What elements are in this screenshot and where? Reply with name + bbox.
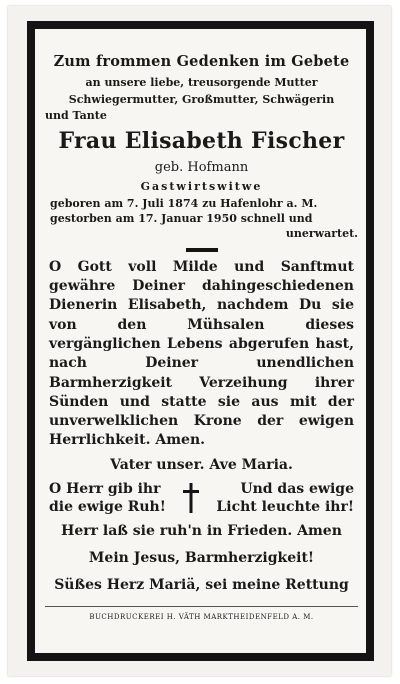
maiden-name: geb. Hofmann [154,160,249,176]
black-border-frame [27,21,374,661]
verse-right-line-1: Und das ewige [240,480,354,497]
verse-left-line-2: die ewige Ruh! [49,499,166,516]
card-header: Zum frommen Gedenken im Gebete [53,53,350,70]
verse-right [216,480,354,518]
footer-rule [45,606,358,607]
dedication-line-1: an unsere liebe, treusorgende Mutter [85,76,318,90]
dedication-line-3: und Tante [45,108,107,122]
life-dates [45,197,358,242]
occupation: Gastwirtswitwe [140,179,263,193]
dedication-line-2: Schwiegermutter, Großmutter, Schwägerin [68,92,335,106]
mein-jesus-line: Mein Jesus, Barmherzigkeit! [88,550,315,567]
verse-left-line-1: O Herr gib ihr [49,480,161,497]
verse-right-line-2: Licht leuchte ihr! [216,499,354,516]
birth-date: geboren am 7. Juli 1874 zu Hafenlohr a. M. [50,197,318,211]
death-date: gestorben am 17. Januar 1950 schnell und [50,211,313,225]
memorial-card [8,6,391,676]
cross-verse [45,480,358,518]
divider-bar [186,248,218,252]
vater-unser-line: Vater unser. Ave Maria. [110,456,293,473]
death-date-cont: unerwartet. [285,226,358,240]
verse-left [49,480,166,518]
deceased-name: Frau Elisabeth Fischer [58,127,345,154]
suesses-herz-line: Süßes Herz Mariä, sei meine Rettung [54,576,349,593]
printer-imprint: BUCHDRUCKEREI H. VÄTH MARKTHEIDENFELD A. M. [89,612,314,621]
herr-lass-line: Herr laß sie ruh'n in Frieden. Amen [61,523,342,540]
latin-cross-icon [176,483,206,513]
prayer-text: O Gott voll Milde und Sanftmut gewähre Deiner dahingeschiedenen Dienerin Elisabeth, nachdem Du sie von den Mühsalen dieses vergänglichen Lebens abgerufen hast, nach Deiner unendlichen Barmherzigkeit Verzeihung ihrer Sünden und statte sie aus mit der unverwelklichen Krone der ewigen Herrlichkeit. Amen. [49,258,354,449]
card-content [45,53,358,621]
